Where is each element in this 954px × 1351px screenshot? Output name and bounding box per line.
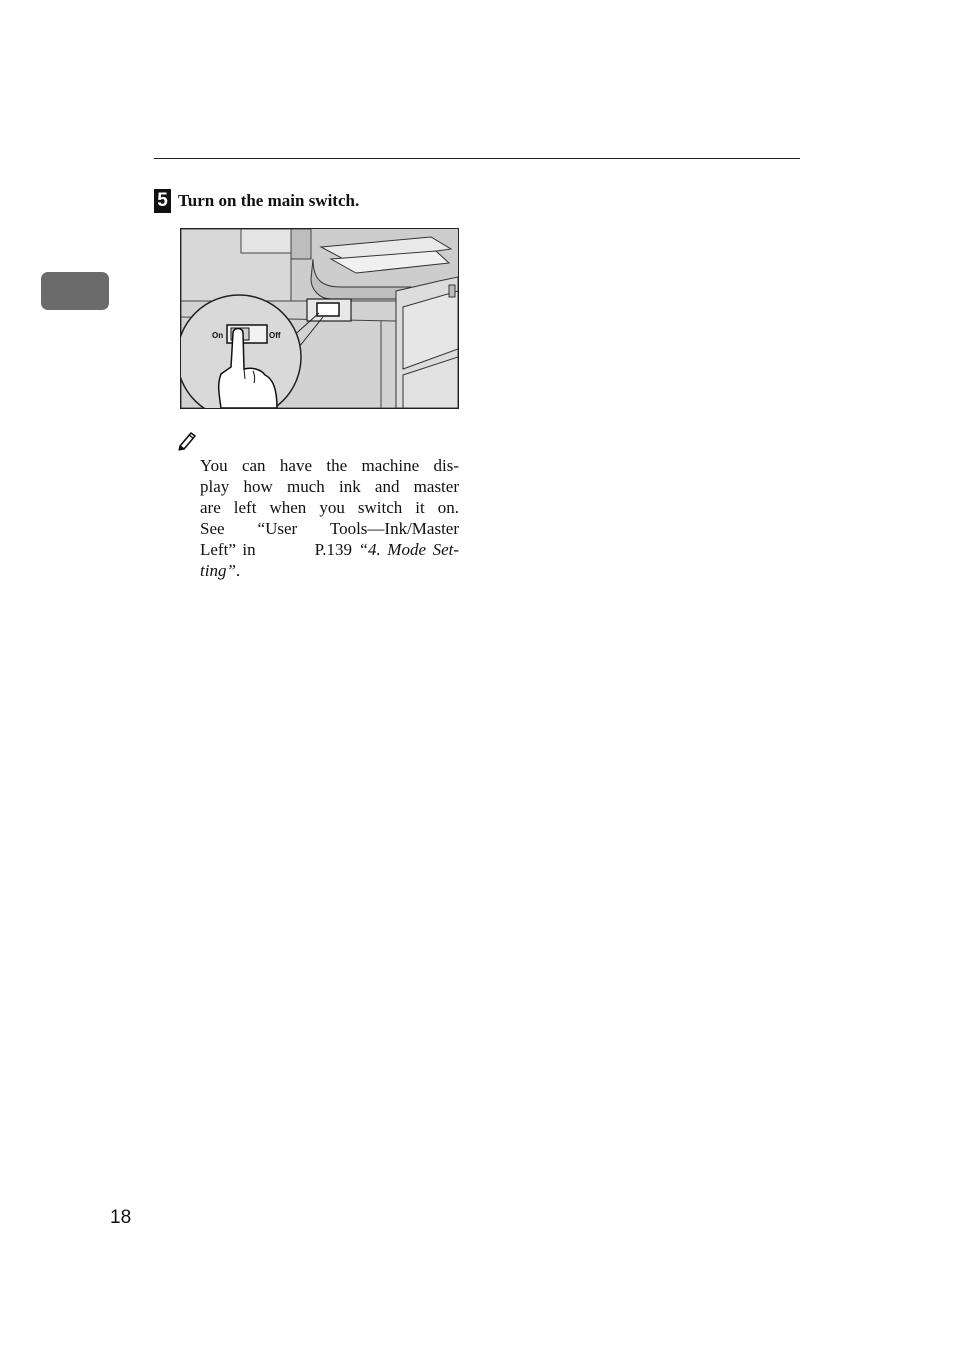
note-line-2: play how much ink and master [200, 477, 459, 496]
step-instruction: Turn on the main switch. [178, 191, 360, 210]
step-5 [154, 189, 359, 213]
main-switch-illustration [180, 228, 459, 409]
note-line-4: See “User Tools—Ink/Master [200, 519, 459, 538]
step-number-badge: 5 [154, 189, 171, 213]
note-line-3: are left when you switch it on. [200, 498, 459, 517]
reference-section-title-end: ting” [200, 561, 236, 580]
on-label: On [212, 331, 224, 340]
sentence-period: . [235, 561, 241, 580]
reference-left-text: Left” in [200, 540, 256, 559]
chapter-tab [41, 272, 109, 310]
page-number: 18 [110, 1207, 132, 1228]
note-text [200, 455, 459, 581]
note-line-5 [200, 539, 459, 560]
note-line-1: You can have the machine dis- [200, 456, 459, 475]
pencil-note-icon [176, 429, 198, 451]
header-rule [154, 158, 800, 159]
off-label: Off [269, 331, 281, 340]
page-reference-link[interactable]: P.139 [314, 540, 352, 559]
note-line-6 [200, 560, 459, 581]
reference-section-title: “4. Mode Set- [358, 540, 460, 559]
